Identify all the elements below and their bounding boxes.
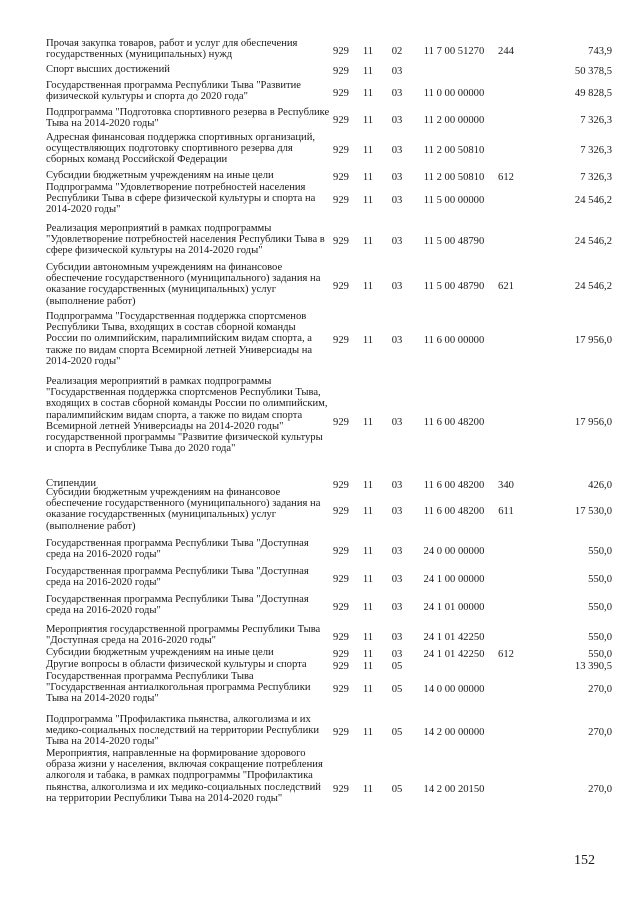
table-row [0,182,640,216]
row-section-code: 11 [362,783,374,795]
table-row [0,659,640,670]
row-name: Мероприятия государственной программы Республики Тыва "Доступная среда на 2016-2020 годы" [46,624,321,647]
row-name: Субсидии бюджетным учреждениям на иные цели [46,647,274,658]
table-row [0,38,640,60]
row-grbs-code: 929 [333,631,349,643]
row-grbs-code: 929 [333,114,349,126]
row-subsection-code: 03 [391,573,403,585]
table-row [0,64,640,75]
row-section-code: 11 [362,649,374,660]
table-row [0,107,640,129]
row-name: Государственная программа Республики Тыва "Государственная антиалкогольная программа Республики Тыва на 2014-2020 годы" [46,671,311,705]
row-subsection-code: 03 [391,545,403,557]
row-grbs-code: 929 [333,661,349,672]
row-name: Государственная программа Республики Тыва "Доступная среда на 2016-2020 годы" [46,566,309,589]
row-section-code: 11 [362,684,374,696]
row-section-code: 11 [362,45,374,57]
row-grbs-code: 929 [333,480,349,491]
row-target-code: 24 1 01 00000 [423,601,485,613]
page-number: 152 [574,853,595,868]
row-target-code: 11 6 00 48200 [423,480,485,491]
row-name: Стипендии [46,478,96,489]
row-section-code: 11 [362,195,374,207]
row-section-code: 11 [362,631,374,643]
row-grbs-code: 929 [333,684,349,696]
row-section-code: 11 [362,236,374,248]
row-amount: 550,0 [588,545,612,557]
row-name: Субсидии бюджетным учреждениям на иные цели [46,170,274,181]
table-row [0,671,640,705]
row-target-code: 14 0 00 00000 [423,684,485,696]
table-row [0,594,640,616]
row-amount: 7 326,3 [580,145,612,157]
row-target-code: 11 6 00 48200 [423,505,485,517]
row-grbs-code: 929 [333,66,349,77]
row-section-code: 11 [362,87,374,99]
row-subsection-code: 05 [391,684,403,696]
table-row [0,80,640,102]
row-amount: 426,0 [588,480,612,491]
row-subsection-code: 05 [391,727,403,739]
row-name: Государственная программа Республики Тыва "Развитие физической культуры и спорта до 2020 года" [46,80,302,103]
row-grbs-code: 929 [333,335,349,347]
row-amount: 17 956,0 [574,417,612,429]
row-amount: 270,0 [588,684,612,696]
row-grbs-code: 929 [333,145,349,157]
row-target-code: 11 0 00 00000 [423,87,485,99]
row-amount: 550,0 [588,601,612,613]
row-amount: 270,0 [588,783,612,795]
row-section-code: 11 [362,172,374,183]
row-target-code: 11 2 00 50810 [423,145,485,157]
row-target-code: 14 2 00 00000 [423,727,485,739]
row-amount: 17 956,0 [574,335,612,347]
row-subsection-code: 03 [391,601,403,613]
row-amount: 24 546,2 [574,195,612,207]
row-section-code: 11 [362,505,374,517]
row-subsection-code: 03 [391,114,403,126]
row-subsection-code: 03 [391,280,403,292]
row-grbs-code: 929 [333,417,349,429]
table-row [0,311,640,367]
row-grbs-code: 929 [333,505,349,517]
row-grbs-code: 929 [333,280,349,292]
row-section-code: 11 [362,601,374,613]
row-section-code: 11 [362,280,374,292]
table-row [0,538,640,560]
row-amount: 550,0 [588,649,612,660]
row-name: Подпрограмма "Государственная поддержка спортсменов Республики Тыва, входящих в состав сборной команды России по олимпийским, паралимпийским видам спорта, а также по видам спорта Всемирной летней Универсиады на 2014-2020 годы" [46,311,313,367]
row-grbs-code: 929 [333,601,349,613]
row-grbs-code: 929 [333,236,349,248]
row-amount: 50 378,5 [574,66,612,77]
row-expense-type: 612 [498,649,514,660]
row-name: Субсидии автономным учреждениям на финансовое обеспечение государственного (муниципального) задания на оказание государственных (муниципальных) услуг (выполнение работ) [46,262,321,307]
row-section-code: 11 [362,66,374,77]
table-row [0,487,640,532]
row-subsection-code: 03 [391,195,403,207]
row-subsection-code: 03 [391,145,403,157]
table-row [0,376,640,466]
row-name: Реализация мероприятий в рамках подпрограммы "Удовлетворение потребностей населения Республики Тыва в сфере физической культуры на 2014-2020 годы" [46,223,325,257]
row-grbs-code: 929 [333,172,349,183]
row-subsection-code: 05 [391,661,403,672]
row-amount: 550,0 [588,573,612,585]
table-row [0,714,640,748]
row-section-code: 11 [362,545,374,557]
row-amount: 7 326,3 [580,172,612,183]
row-name: Другие вопросы в области физической культуры и спорта [46,659,307,670]
row-section-code: 11 [362,114,374,126]
row-amount: 550,0 [588,631,612,643]
row-target-code: 11 5 00 00000 [423,195,485,207]
row-subsection-code: 03 [391,649,403,660]
row-section-code: 11 [362,573,374,585]
row-section-code: 11 [362,480,374,491]
row-target-code: 24 1 01 42250 [423,631,485,643]
row-name: Государственная программа Республики Тыва "Доступная среда на 2016-2020 годы" [46,538,309,561]
row-name: Спорт высших достижений [46,64,170,75]
row-name: Подпрограмма "Подготовка спортивного резерва в Республике Тыва на 2014-2020 годы" [46,107,330,130]
row-name: Реализация мероприятий в рамках подпрограммы "Государственная поддержка спортсменов Республики Тыва, входящих в состав сборной команды России по олимпийским, паралимпийским видам спорта, а также по видам спорта Всемирной летней Универсиады на 2014-2020 годы" государственной программы "Развитие физической культуры и спорта в Республике Тыва до 2020 года" [46,376,328,455]
row-subsection-code: 03 [391,631,403,643]
row-name: Прочая закупка товаров, работ и услуг для обеспечения государственных (муниципальных) нужд [46,38,298,61]
row-subsection-code: 03 [391,505,403,517]
table-row [0,132,640,166]
row-target-code: 11 5 00 48790 [423,236,485,248]
row-name: Подпрограмма "Удовлетворение потребностей населения Республики Тыва в сфере физической культуры и спорта на 2014-2020 годы" [46,182,316,216]
row-grbs-code: 929 [333,573,349,585]
row-subsection-code: 03 [391,236,403,248]
row-target-code: 24 0 00 00000 [423,545,485,557]
row-amount: 17 530,0 [574,505,612,517]
row-grbs-code: 929 [333,649,349,660]
row-section-code: 11 [362,661,374,672]
row-target-code: 11 2 00 00000 [423,114,485,126]
row-target-code: 11 2 00 50810 [423,172,485,183]
row-section-code: 11 [362,145,374,157]
row-subsection-code: 03 [391,172,403,183]
row-expense-type: 611 [498,505,514,517]
table-row [0,170,640,181]
row-grbs-code: 929 [333,783,349,795]
table-row [0,566,640,588]
row-grbs-code: 929 [333,545,349,557]
row-subsection-code: 03 [391,66,403,77]
row-subsection-code: 03 [391,417,403,429]
row-expense-type: 612 [498,172,514,183]
row-name: Подпрограмма "Профилактика пьянства, алкоголизма и их медико-социальных последствий на территории Республики Тыва на 2014-2020 годы" [46,714,320,748]
row-subsection-code: 02 [391,45,403,57]
table-row [0,748,640,826]
row-target-code: 14 2 00 20150 [423,783,485,795]
row-subsection-code: 03 [391,480,403,491]
row-section-code: 11 [362,727,374,739]
row-target-code: 24 1 01 42250 [423,649,485,660]
table-row [0,262,640,307]
table-row [0,223,640,257]
row-amount: 24 546,2 [574,236,612,248]
row-grbs-code: 929 [333,45,349,57]
row-subsection-code: 03 [391,335,403,347]
row-amount: 7 326,3 [580,114,612,126]
row-target-code: 24 1 00 00000 [423,573,485,585]
row-amount: 13 390,5 [574,661,612,672]
row-amount: 743,9 [588,45,612,57]
row-target-code: 11 6 00 00000 [423,335,485,347]
row-expense-type: 244 [498,45,514,57]
row-target-code: 11 7 00 51270 [423,45,485,57]
row-grbs-code: 929 [333,87,349,99]
row-name: Мероприятия, направленные на формирование здорового образа жизни у населения, включая сокращение потребления алкоголя и табака, в рамках подпрограммы "Профилактика пьянства, алкоголизма и их медико-социальных последствий на территории Республики Тыва на 2014-2020 годы" [46,748,323,804]
row-subsection-code: 03 [391,87,403,99]
row-amount: 24 546,2 [574,280,612,292]
row-name: Адресная финансовая поддержка спортивных организаций, осуществляющих подготовку спортивного резерва для сборных команд Российской Федерации [46,132,316,166]
row-section-code: 11 [362,417,374,429]
row-section-code: 11 [362,335,374,347]
row-target-code: 11 5 00 48790 [423,280,485,292]
row-amount: 49 828,5 [574,87,612,99]
row-name: Государственная программа Республики Тыва "Доступная среда на 2016-2020 годы" [46,594,309,617]
row-amount: 270,0 [588,727,612,739]
table-row [0,647,640,658]
row-grbs-code: 929 [333,195,349,207]
row-grbs-code: 929 [333,727,349,739]
row-expense-type: 621 [498,280,514,292]
row-name: Субсидии бюджетным учреждениям на финансовое обеспечение государственного (муниципального) задания на оказание государственных (муниципальных) услуг (выполнение работ) [46,487,321,532]
row-expense-type: 340 [498,480,514,491]
row-target-code: 11 6 00 48200 [423,417,485,429]
row-subsection-code: 05 [391,783,403,795]
table-row [0,624,640,646]
